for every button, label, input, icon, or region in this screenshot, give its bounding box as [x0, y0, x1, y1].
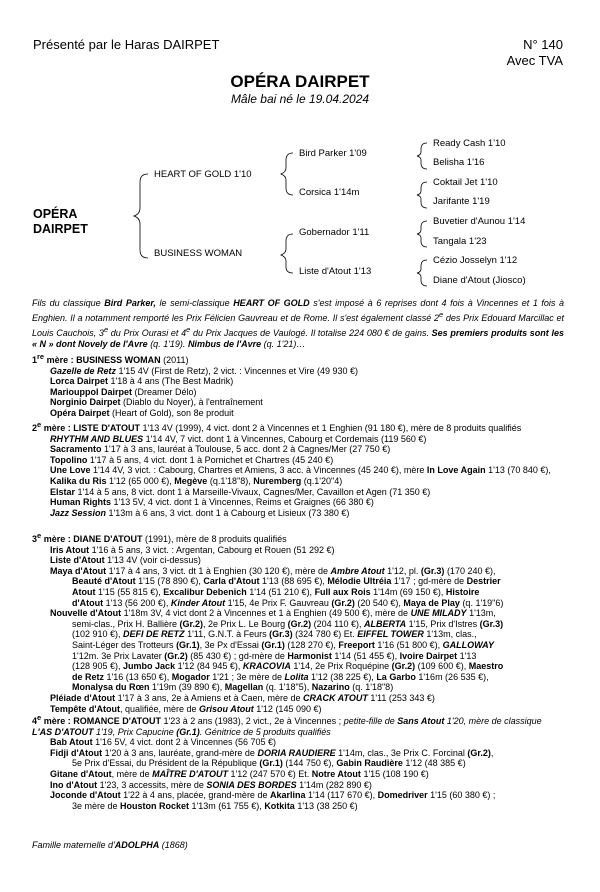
section-heading: 1re mère : BUSINESS WOMAN (2011) — [32, 352, 189, 365]
dam-name: BUSINESS WOMAN — [154, 248, 243, 259]
horse-name: OPÉRA DAIRPET — [33, 207, 88, 236]
fourth-dam-section: 4e mère : ROMANCE D'ATOUT 1'23 à 2 ans (1983), 2 vict., 2e à Vincennes ; petite-fille de Sans Atout 1'20, mère de classique L'AS D'ATOUT 1'19, Prix Capucine (Gr.1). Génitrice de 5 produits qualifiés Bab Atout 1'16 5V, 4 vict. dont 2 à Vincennes (56 705 €) Fidji d'Atout 1'20 à 3 ans, lauréate, grand-mère de DORIA RAUDIERE 1'14m, clas., 3e Prix C. Forcinal (Gr.2), 5e Prix d'Essai, du Président de la République (Gr.1) (144 750 €), Gabin Raudière 1'12 (48 385 €) Gitane d'Atout, mère de MAÎTRE D'ATOUT 1'12 (247 570 €) Et. Notre Atout 1'15 (108 190 €) Ino d'Atout 1'23, 3 accessits, mère de SONIA DES BORDES 1'14m (282 890 €) Joconde d'Atout 1'22 à 4 ans, placée, grand-mère de Akarlina 1'14 (117 670 €), Domedriver 1'15 (60 380 €) ; 3e mère de Houston Rocket 1'13m (61 755 €), Kotkita 1'13 (38 250 €) — [32, 713, 564, 811]
sire-description: Fils du classique Bird Parker, le semi-classique HEART OF GOLD s'est imposé à 6 reprises dont 4 fois à Vincennes et 1 fois à Enghien. Il a notamment remporté les Prix Félicien Gauvreau et de Rome. Il s'est également classé 2e des Prix Edouard Marcillac et Louis Cauchois, 3e du Prix Ourasi et 4e du Prix Jacques de Vaulogé. Il totalise 224 080 € de gains. Ses premiers produits sont les « N » dont Novely de l'Avre (q. 1'19). Nimbus de l'Avre (q. 1'21)… — [32, 298, 565, 349]
presenter-text: Présenté par le Haras DAIRPET — [33, 37, 220, 52]
ancestor-6: Tangala 1'23 — [433, 236, 487, 247]
dam-dam-name: Liste d'Atout 1'13 — [299, 266, 372, 277]
first-dam-section — [32, 352, 564, 419]
sire-sire-name: Bird Parker 1'09 — [299, 148, 367, 159]
produce-entry: Opéra Dairpet (Heart of Gold), son 8e produit — [50, 407, 234, 418]
ancestor-5: Buvetier d'Aunou 1'14 — [433, 216, 526, 227]
produce-entry: Norginio Dairpet (Diablo du Noyer), à l'entraînement — [50, 397, 263, 408]
produce-entry: Elstar 1'14 à 5 ans, 8 vict. dont 1 à Marseille-Vivaux, Cagnes/Mer, Cavaillon et Agen (71 350 €) — [50, 486, 431, 497]
ancestor-7: Cézio Josselyn 1'12 — [433, 255, 518, 266]
section-heading: 3e mère : DIANE D'ATOUT (1991), mère de 8 produits qualifiés — [32, 531, 287, 544]
produce-entry: RHYTHM AND BLUES 1'14 4V, 7 vict. dont 1 à Vincennes, Cabourg et Cordemais (119 560 €) — [50, 433, 427, 444]
page-subtitle: Mâle bai né le 19.04.2024 — [230, 92, 370, 106]
dam-sire-name: Gobernador 1'11 — [299, 227, 370, 238]
produce-entry: Topolino 1'17 à 5 ans, 4 vict. dont 1 à Pornichet et Chartres (45 240 €) — [50, 454, 334, 465]
section-heading: 2e mère : LISTE D'ATOUT 1'13 4V (1999), 4 vict. dont 2 à Vincennes et 1 Enghien (91 180 €), mère de 8 produits qualifiés — [32, 420, 522, 433]
ancestor-2: Belisha 1'16 — [433, 157, 485, 168]
third-dam-section: 3e mère : DIANE D'ATOUT (1991), mère de 8 produits qualifiés Iris Atout 1'16 à 5 ans, 3 vict. : Argentan, Cabourg et Rouen (51 292 €) Liste d'Atout 1'13 4V (voir ci-dessus) Maya d'Atout 1'17 à 4 ans, 3 vict. dt 1 à Enghien (30 120 €), mère de Ambre Atout 1'12, pl. (Gr.3) (170 240 €), Beauté d'Atout 1'15 (78 890 €), Carla d'Atout 1'13 (88 695 €), Mélodie Ultréia 1'17 ; gd-mère de Destrier Atout 1'15 (55 815 €), Excalibur Debenich 1'14 (51 210 €), Full aux Rois 1'14m (69 150 €), Histoire d'Atout 1'13 (56 200 €), Kinder Atout 1'15, 4e Prix F. Gauvreau (Gr.2) (20 540 €), Maya de Play (q. 1'19"6) Nouvelle d'Atout 1'18m 3V, 4 vict dont 2 à Vincennes et 1 à Enghien (49 500 €), mère de UNE MILADY 1'13m, semi-clas., Prix H. Ballière (Gr.2), 2e Prix L. Le Bourg (Gr.2) (204 110 €), ALBERTA 1'15, Prix d'Istres (Gr.3) (102 910 €), DEFI DE RETZ 1'11, G.N.T. à Feurs (Gr.3) (324 780 €) Et. EIFFEL TOWER 1'13m, clas., Saint-Léger des Trotteurs (Gr.1), 3e Px d'Essai (Gr.1) (128 270 €), Freeport 1'16 (51 800 €), GALLOWAY 1'12m. 3e Prix Lavater (Gr.2) (85 430 €) ; gd-mère de Harmonist 1'14 (51 455 €), Ivoire Dairpet 1'13 (128 905 €), Jumbo Jack 1'12 (84 945 €), KRACOVIA 1'14, 2e Prix Roquépine (Gr.2) (109 600 €), Maestro de Retz 1'16 (13 650 €), Mogador 1'21 ; 3e mère de Lolita 1'12 (38 225 €), La Garbo 1'16m (26 535 €), Monalysa du Rœn 1'19m (39 890 €), Magellan (q. 1'18"5), Nazarino (q. 1'18"8) Pléiade d'Atout 1'17 à 3 ans, 2e à Amiens et à Caen, mère de CRACK ATOUT 1'11 (253 343 €) Tempête d'Atout, qualifiée, mère de Grisou Atout 1'12 (145 090 €) — [32, 531, 564, 714]
produce-entry: Mariouppol Dairpet (Dreamer Délo) — [50, 386, 197, 397]
produce-entry: Human Rights 1'13 5V, 4 vict. dont 1 à Vincennes, Reims et Graignes (66 380 €) — [50, 497, 374, 508]
maternal-family: Famille maternelle d'ADOLPHA (1868) — [32, 840, 188, 850]
produce-entry: Une Love 1'14 4V, 3 vict. : Cabourg, Chartres et Amiens, 3 acc. à Vincennes (45 240 €), mère In Love Again 1'13 (70 840 €), Kalika du Ris 1'12 (65 000 €), Megève (q.1'18"8), Nuremberg (q.1'20"4) — [50, 465, 551, 486]
second-dam-section — [32, 420, 564, 518]
produce-entry: Jazz Session 1'13m à 6 ans, 3 vict. dont 1 à Cabourg et Lisieux (73 380 €) — [50, 507, 350, 518]
page-title: OPÉRA DAIRPET — [230, 72, 370, 91]
ancestor-3: Coktail Jet 1'10 — [433, 177, 498, 188]
produce-entry: Gazelle de Retz 1'15 4V (First de Retz), 2 vict. : Vincennes et Vire (49 930 €) — [50, 365, 359, 376]
sire-dam-name: Corsica 1'14m — [299, 187, 360, 198]
ancestor-1: Ready Cash 1'10 — [433, 138, 506, 149]
produce-entry: Lorca Dairpet 1'18 à 4 ans (The Best Madrik) — [50, 376, 234, 387]
section-heading: 4e mère : ROMANCE D'ATOUT 1'23 à 2 ans (1983), 2 vict., 2e à Vincennes ; petite-fille de Sans Atout 1'20, mère de classique L'AS D'ATOUT 1'19, Prix Capucine (Gr.1). Génitrice de 5 produits qualifiés — [32, 713, 542, 737]
lot-number: N° 140 — [523, 37, 563, 52]
vat-label: Avec TVA — [506, 53, 563, 68]
produce-entry: Sacramento 1'17 à 3 ans, lauréat à Toulouse, 5 acc. dont 2 à Cagnes/Mer (27 750 €) — [50, 444, 391, 455]
sire-name: HEART OF GOLD 1'10 — [154, 169, 252, 180]
ancestor-4: Jarifante 1'19 — [433, 196, 490, 207]
ancestor-8: Diane d'Atout (Jiosco) — [433, 275, 526, 286]
